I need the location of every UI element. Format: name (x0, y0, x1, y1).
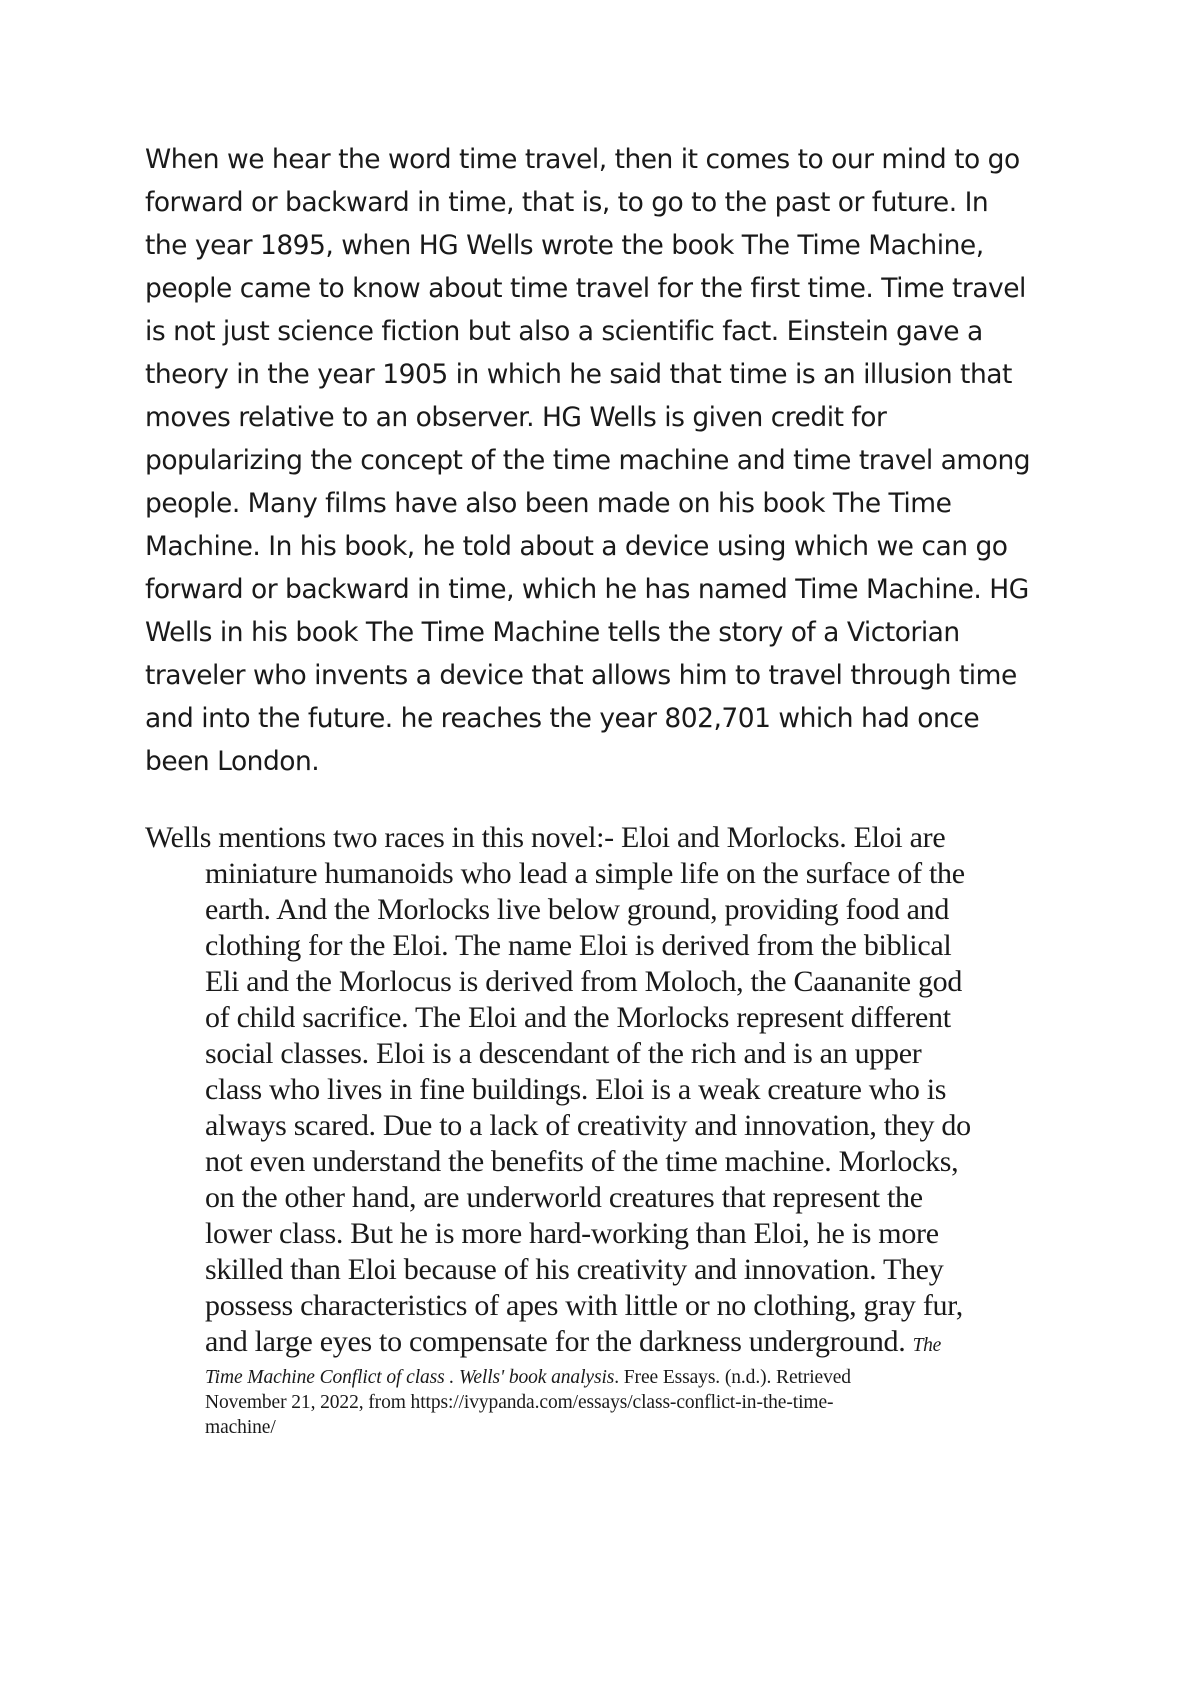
paragraph-line: earth. And the Morlocks live below ground, providing food and (205, 893, 950, 926)
paragraph-line: miniature humanoids who lead a simple life on the surface of the (205, 857, 965, 890)
paragraph-line: moves relative to an observer. HG Wells is given credit for (145, 402, 887, 433)
paragraph-line: traveler who invents a device that allows him to travel through time (145, 660, 1017, 691)
paragraph-line: and into the future. he reaches the year 802,701 which had once (145, 703, 980, 734)
paragraph-line: forward or backward in time, that is, to go to the past or future. In (145, 187, 989, 218)
citation-line: machine/ (205, 1417, 276, 1438)
paragraph-line: people. Many films have also been made on his book The Time (145, 488, 952, 519)
paragraph-line: Eli and the Morlocus is derived from Moloch, the Caananite god (205, 965, 963, 998)
paragraph-line: Wells mentions two races in this novel:- Eloi and Morlocks. Eloi are (145, 821, 946, 854)
paragraph-line: Wells in his book The Time Machine tells the story of a Victorian (145, 617, 960, 648)
citation-line (205, 1367, 851, 1389)
paragraph-line: class who lives in fine buildings. Eloi is a weak creature who is (205, 1073, 947, 1106)
paragraph-line: skilled than Eloi because of his creativity and innovation. They (205, 1253, 944, 1286)
paragraph-line: been London. (145, 746, 320, 777)
paragraph-line: is not just science fiction but also a scientific fact. Einstein gave a (145, 316, 983, 347)
paragraph-line: of child sacrifice. The Eloi and the Morlocks represent different (205, 1001, 951, 1034)
paragraph-line (205, 1325, 941, 1359)
paragraph-line-text: and large eyes to compensate for the darkness underground. (205, 1325, 913, 1358)
citation-title-start: The (912, 1335, 941, 1356)
citation-source: . Free Essays. (n.d.). Retrieved (614, 1367, 851, 1388)
paragraph-line: always scared. Due to a lack of creativity and innovation, they do (205, 1109, 971, 1142)
paragraph-line: the year 1895, when HG Wells wrote the book The Time Machine, (145, 230, 984, 261)
citation-title: Time Machine Conflict of class . Wells' book analysis (205, 1367, 615, 1388)
paragraph-line: theory in the year 1905 in which he said that time is an illusion that (145, 359, 1012, 390)
paragraph-line: When we hear the word time travel, then it comes to our mind to go (145, 144, 1020, 175)
paragraph-line: lower class. But he is more hard-working than Eloi, he is more (205, 1217, 939, 1250)
citation-line: November 21, 2022, from https://ivypanda.com/essays/class-conflict-in-the-time- (205, 1392, 834, 1413)
paragraph-line: forward or backward in time, which he has named Time Machine. HG (145, 574, 1029, 605)
paragraph-line: people came to know about time travel for the first time. Time travel (145, 273, 1026, 304)
paragraph-line: on the other hand, are underworld creatures that represent the (205, 1181, 923, 1214)
paragraph-line: clothing for the Eloi. The name Eloi is derived from the biblical (205, 929, 952, 962)
paragraph-line: popularizing the concept of the time machine and time travel among (145, 445, 1031, 476)
paragraph-line: not even understand the benefits of the time machine. Morlocks, (205, 1145, 959, 1178)
paragraph-line: possess characteristics of apes with little or no clothing, gray fur, (205, 1289, 963, 1322)
paragraph-line: Machine. In his book, he told about a device using which we can go (145, 531, 1008, 562)
paragraph-line: social classes. Eloi is a descendant of the rich and is an upper (205, 1037, 922, 1070)
